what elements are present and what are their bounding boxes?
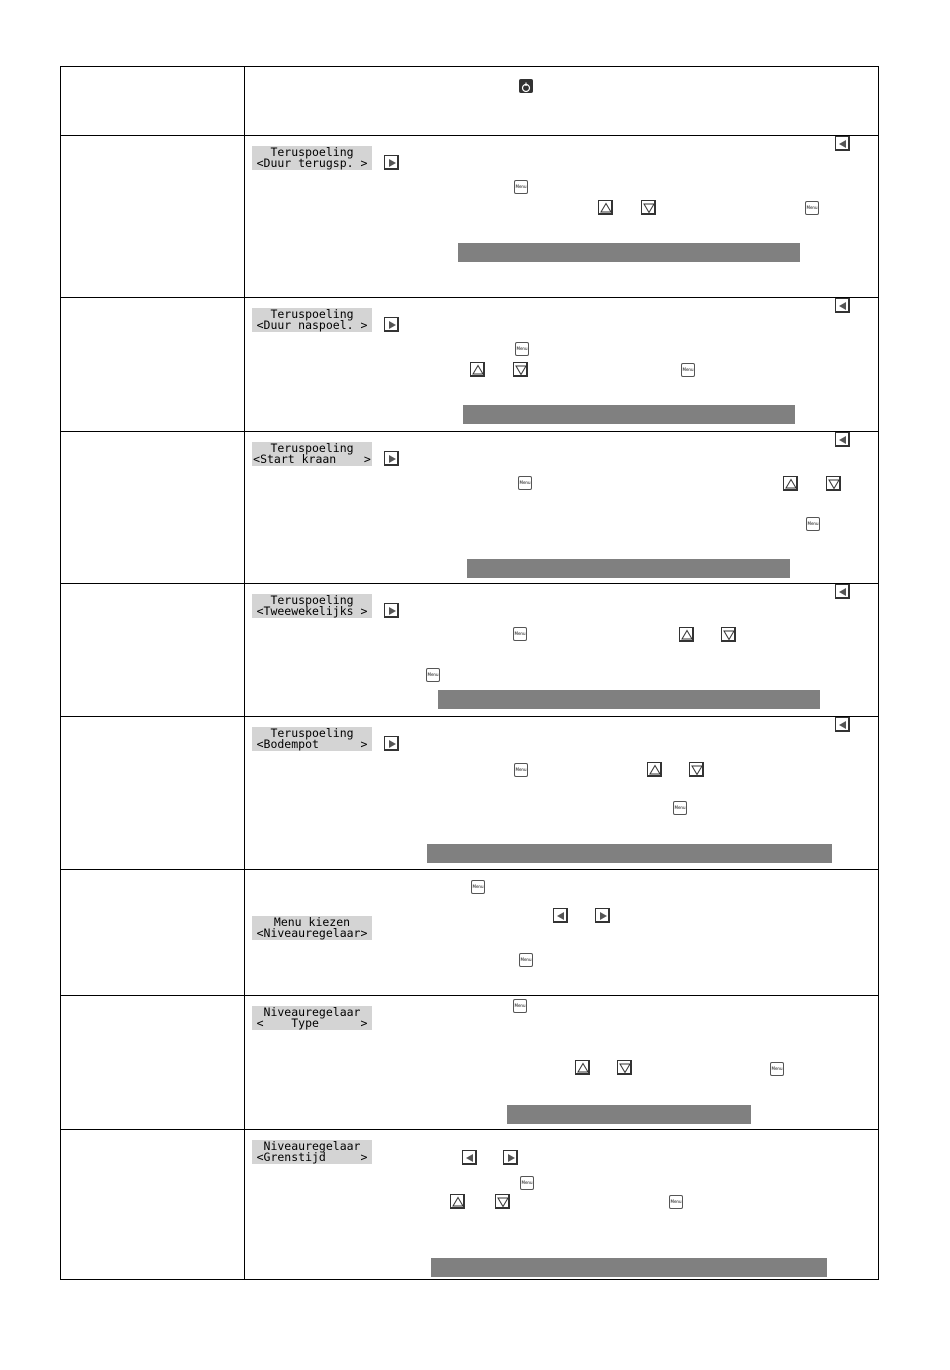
highlight-bar [463, 405, 795, 424]
lcd-display [252, 308, 372, 332]
lcd-line-2: <Duur naspoel. > [256, 318, 368, 332]
lcd-display [252, 727, 372, 751]
lcd-line-1: Menu kiezen [273, 915, 351, 929]
menu-button-icon: Menu [805, 201, 819, 215]
menu-button-icon: Menu [426, 668, 440, 682]
lcd-display [252, 1140, 372, 1164]
lcd-line-2: <Tweewekelijks > [256, 604, 368, 618]
right-arrow-button-icon [384, 155, 399, 170]
down-arrow-button-icon [617, 1060, 632, 1075]
highlight-bar [507, 1105, 751, 1124]
menu-button-icon: Menu [515, 342, 529, 356]
menu-button-icon: Menu [514, 180, 528, 194]
table-row [61, 717, 878, 870]
highlight-bar [458, 243, 800, 262]
menu-button-icon: Menu [673, 801, 687, 815]
down-arrow-button-icon [689, 762, 704, 777]
menu-button-icon: Menu [806, 517, 820, 531]
right-arrow-button-icon [384, 317, 399, 332]
lcd-display [252, 146, 372, 170]
menu-button-icon: Menu [513, 627, 527, 641]
instruction-table [60, 66, 879, 1280]
lcd-line-1: Niveauregelaar [263, 1139, 361, 1153]
left-arrow-button-icon [835, 136, 850, 151]
lcd-line-2: <Duur terugsp. > [256, 156, 368, 170]
lcd-line-1: Teruspoeling [270, 307, 354, 321]
menu-button-icon: Menu [770, 1062, 784, 1076]
lcd-line-1: Teruspoeling [270, 441, 354, 455]
lcd-line-1: Teruspoeling [270, 145, 354, 159]
up-arrow-button-icon [450, 1194, 465, 1209]
highlight-bar [438, 690, 820, 709]
highlight-bar [467, 559, 790, 578]
up-arrow-button-icon [679, 627, 694, 642]
left-arrow-button-icon [835, 432, 850, 447]
down-arrow-button-icon [826, 476, 841, 491]
up-arrow-button-icon [598, 200, 613, 215]
lcd-line-1: Teruspoeling [270, 593, 354, 607]
menu-button-icon: Menu [514, 763, 528, 777]
table-row [61, 584, 878, 717]
menu-button-icon: Menu [681, 363, 695, 377]
menu-button-icon: Menu [518, 476, 532, 490]
lcd-display [252, 594, 372, 618]
down-arrow-button-icon [513, 362, 528, 377]
right-arrow-button-icon [384, 736, 399, 751]
table-row [61, 432, 878, 584]
right-arrow-button-icon [384, 451, 399, 466]
down-arrow-button-icon [721, 627, 736, 642]
lcd-line-1: Teruspoeling [270, 726, 354, 740]
lcd-line-2: <Start kraan > [253, 452, 371, 466]
up-arrow-button-icon [470, 362, 485, 377]
left-arrow-button-icon [835, 298, 850, 313]
left-arrow-button-icon [553, 908, 568, 923]
up-arrow-button-icon [647, 762, 662, 777]
lcd-line-2: <Bodempot > [256, 737, 368, 751]
right-arrow-button-icon [384, 603, 399, 618]
table-row [61, 996, 878, 1130]
left-arrow-button-icon [835, 717, 850, 732]
lcd-display [252, 916, 372, 940]
lcd-line-1: Niveauregelaar [263, 1005, 361, 1019]
highlight-bar [431, 1258, 827, 1277]
lcd-line-2: < Type > [256, 1016, 368, 1030]
power-button-icon [519, 79, 533, 93]
menu-button-icon: Menu [520, 1176, 534, 1190]
table-row [61, 1130, 878, 1281]
menu-button-icon: Menu [471, 880, 485, 894]
table-row [61, 136, 878, 298]
lcd-line-2: <Grenstijd > [256, 1150, 368, 1164]
down-arrow-button-icon [641, 200, 656, 215]
down-arrow-button-icon [495, 1194, 510, 1209]
lcd-display [252, 442, 372, 466]
menu-button-icon: Menu [519, 953, 533, 967]
highlight-bar [427, 844, 832, 863]
left-arrow-button-icon [835, 584, 850, 599]
menu-button-icon: Menu [669, 1195, 683, 1209]
table-row [61, 298, 878, 432]
lcd-display [252, 1006, 372, 1030]
lcd-line-2: <Niveauregelaar> [256, 926, 368, 940]
menu-button-icon: Menu [513, 999, 527, 1013]
right-arrow-button-icon [595, 908, 610, 923]
left-arrow-button-icon [462, 1150, 477, 1165]
up-arrow-button-icon [783, 476, 798, 491]
up-arrow-button-icon [575, 1060, 590, 1075]
right-arrow-button-icon [503, 1150, 518, 1165]
table-row [61, 870, 878, 996]
table-row [61, 67, 878, 136]
